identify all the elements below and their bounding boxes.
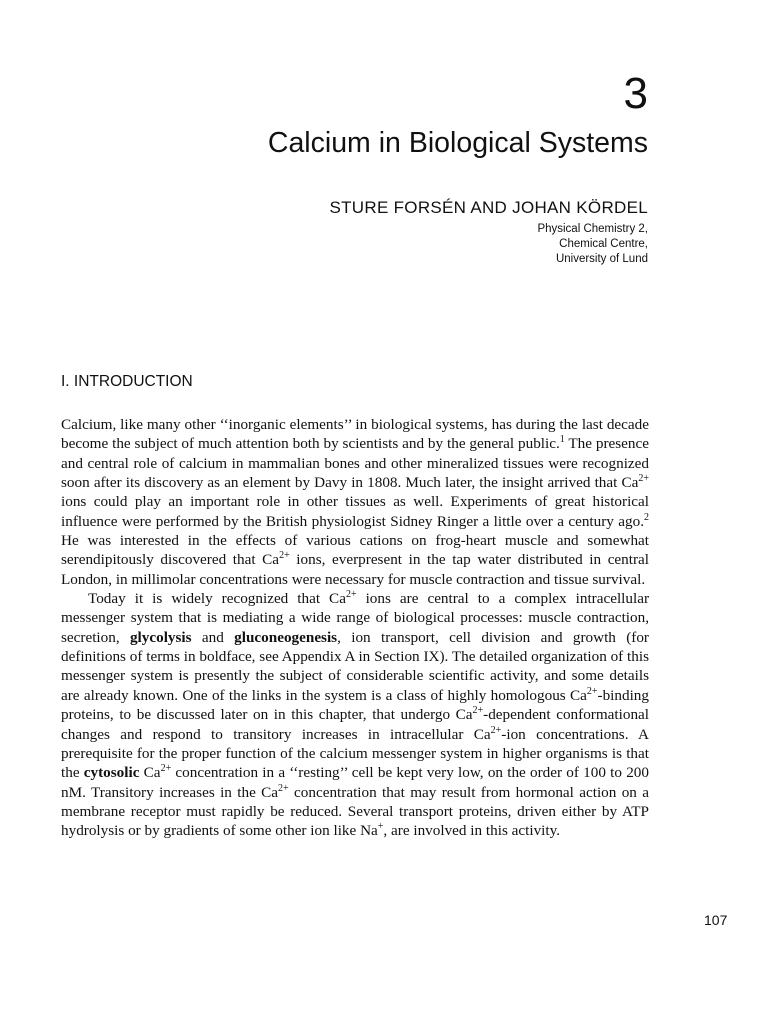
affiliation [537,222,648,267]
superscript: 2+ [586,685,598,697]
affiliation-line: Physical Chemistry 2, [537,223,648,235]
text-run: -dependent conformational changes and respond to transitory increases in intracellular Ca [61,706,649,743]
section-heading: I. INTRODUCTION [61,373,193,390]
text-run: ions, everpresent in the tap water distributed in central London, in millimolar concentrations were necessary for muscle contraction and tissue survival. [61,551,650,588]
chapter-title: Calcium in Biological Systems [267,127,648,159]
text-run: ions could play an important role in other tissues as well. Experiments of great historical influence were performed by the British physiologist Sidney Ringer a little over a century ago. [61,493,649,530]
superscript: 2+ [472,705,484,717]
superscript: 2+ [279,550,290,562]
text-run: Ca [139,764,161,782]
text-run: Calcium, like many other ‘‘inorganic elements’’ in biological systems, has during the last decade become the subject of much attention both by scientists and by the general public. [61,416,649,453]
superscript: + [377,821,384,833]
bold-term: gluconeogenesis [234,628,338,646]
authors: STURE FORSÉN AND JOHAN KÖRDEL [329,198,648,217]
text-run: ions are central to a complex intracellular messenger system that is mediating a wide range of biological processes: muscle contraction, secretion, [61,590,649,646]
paragraph-2 [61,589,649,840]
footnote-ref: 2 [644,511,649,523]
text-run: concentration that may result from hormonal action on a membrane receptor must rapidly be reduced. Several transport proteins, driven either by ATP hydrolysis or by gradients of some other ion like Na [61,783,649,840]
footnote-ref: 1 [559,434,565,446]
text-run: Today it is widely recognized that Ca [88,590,346,608]
bold-term: cytosolic [83,764,140,782]
affiliation-line: University of Lund [555,253,648,265]
paragraph-1 [61,415,649,589]
text-run: -ion concentrations. A prerequisite for the proper function of the calcium messenger system in higher organisms is that the [61,725,649,782]
superscript: 2+ [490,724,502,736]
text-run: and [191,628,235,646]
text-run: , ion transport, cell division and growth (for definitions of terms in boldface, see Appendix A in Section IX). The detailed organization of this messenger system is presently the subject of considerable scientific activity, and some details are already known. One of the links in the system is a class of highly homologous Ca [61,628,649,704]
text-run: He was interested in the effects of various cations on frog-heart muscle and somewhat serendipitously discovered that Ca [61,532,649,569]
chapter-number: 3 [623,69,648,118]
text-run: The presence and central role of calcium in mammalian bones and other mineralized tissues were recognized soon after its discovery as an element by Davy in 1808. Much later, the insight arrived that Ca [61,435,649,492]
text-run: -binding proteins, to be discussed later on in this chapter, that undergo Ca [61,686,649,724]
body-text [61,415,649,841]
superscript: 2+ [160,763,172,775]
superscript: 2+ [278,782,289,794]
affiliation-line: Chemical Centre, [559,238,648,250]
superscript: 2+ [345,589,357,601]
bold-term: glycolysis [129,628,192,646]
superscript: 2+ [638,473,649,485]
text-run: concentration in a ‘‘resting’’ cell be kept very low, on the order of 100 to 200 nM. Transitory increases in the Ca [61,764,649,801]
page-number: 107 [704,912,728,928]
text-run: , are involved in this activity. [383,822,561,840]
